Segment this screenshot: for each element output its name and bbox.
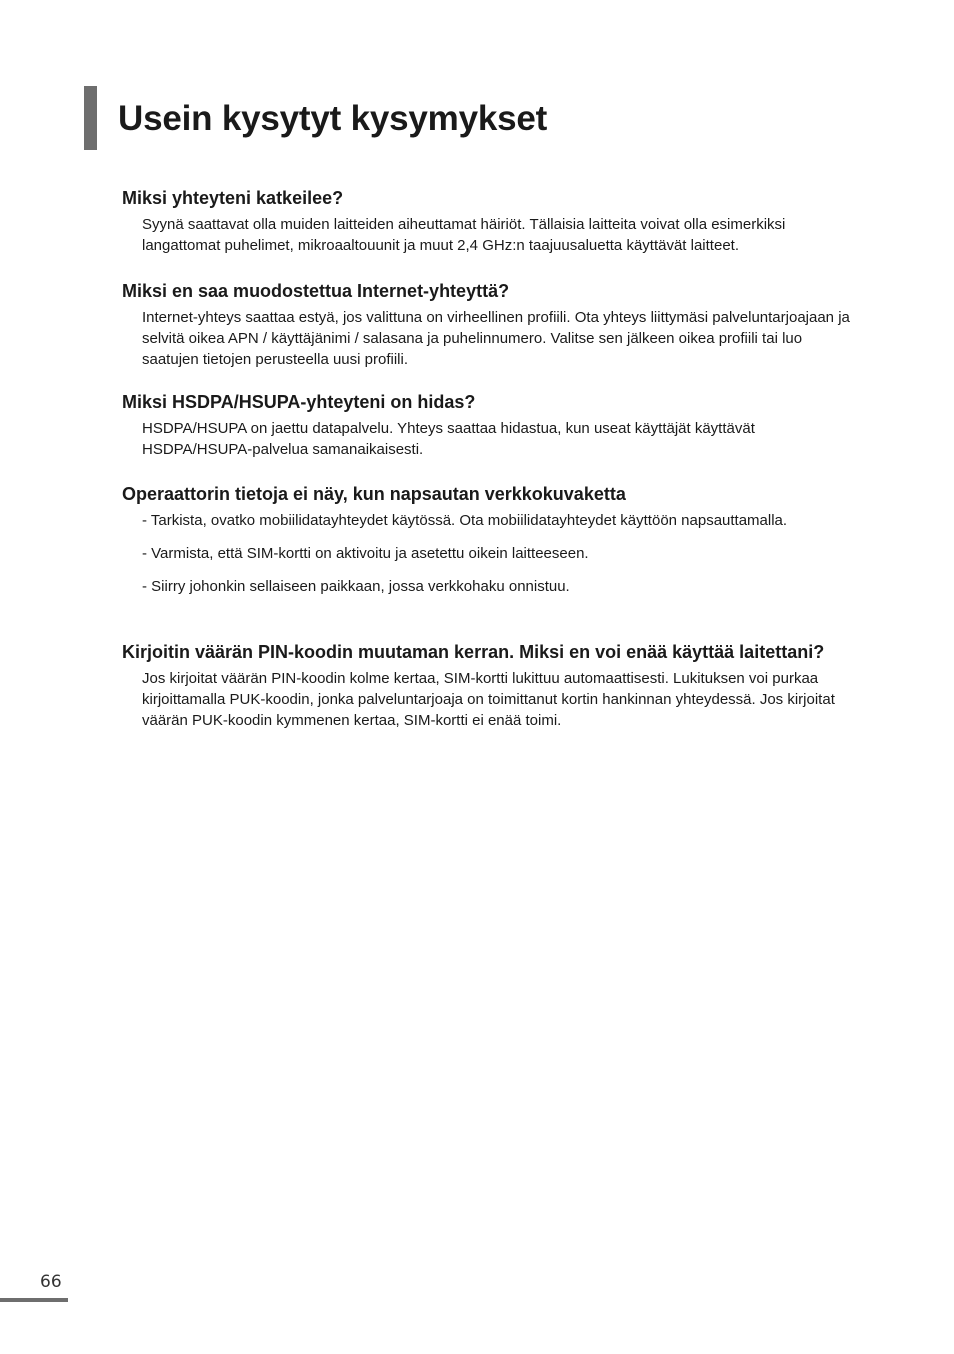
faq-step: - Tarkista, ovatko mobiilidatayhteydet käytössä. Ota mobiilidatayhteydet käyttöön napsauttamalla.: [142, 512, 788, 529]
page-title: Usein kysytyt kysymykset: [118, 99, 548, 138]
faq-item-internet-connection: [122, 280, 862, 370]
faq-answer: Syynä saattavat olla muiden laitteiden aiheuttamat häiriöt. Tällaisia laitteita voivat olla esimerkiksi langattomat puhelimet, mikroaaltouunit ja muut 2,4 GHz:n taajuusaluetta käyttävät laitteet.: [142, 216, 786, 254]
faq-item-wrong-pin: [122, 641, 862, 731]
faq-item-connection-drops: [122, 187, 862, 256]
faq-question: Miksi yhteyteni katkeilee?: [122, 188, 344, 208]
faq-item-slow-connection: [122, 391, 862, 460]
faq-answer: Jos kirjoitat väärän PIN-koodin kolme kertaa, SIM-kortti lukittuu automaattisesti. Lukituksen voi purkaa kirjoittamalla PUK-koodin, jonka palveluntarjoaja on toimittanut kortin hankinnan yhteydessä. Jos kirjoitat väärän PUK-koodin kymmenen kertaa, SIM-kortti ei enää toimi.: [142, 670, 835, 729]
faq-question: Miksi en saa muodostettua Internet-yhteyttä?: [122, 281, 510, 301]
title-accent-bar: [84, 86, 97, 150]
faq-question: Miksi HSDPA/HSUPA-yhteyteni on hidas?: [122, 392, 476, 412]
faq-step: - Siirry johonkin sellaiseen paikkaan, jossa verkkohaku onnistuu.: [142, 578, 570, 595]
faq-question: Operaattorin tietoja ei näy, kun napsautan verkkokuvaketta: [122, 484, 626, 504]
page-number: 66: [40, 1272, 62, 1292]
faq-steps-list: [142, 510, 862, 597]
faq-question: Kirjoitin väärän PIN-koodin muutaman kerran. Miksi en voi enää käyttää laitettani?: [122, 642, 825, 662]
faq-item-operator-info: [122, 483, 862, 609]
footer-accent-line: [0, 1298, 68, 1302]
faq-step: - Varmista, että SIM-kortti on aktivoitu ja asetettu oikein laitteeseen.: [142, 545, 589, 562]
faq-answer: Internet-yhteys saattaa estyä, jos valittuna on virheellinen profiili. Ota yhteys liittymäsi palveluntarjoajaan ja selvitä oikea APN / käyttäjänimi / salasana ja puhelinnumero. Valitse sen jälkeen oikea profiili tai luo saatujen tietojen perusteella uusi profiili.: [142, 309, 850, 368]
faq-answer: HSDPA/HSUPA on jaettu datapalvelu. Yhteys saattaa hidastua, kun useat käyttäjät käyttävät HSDPA/HSUPA-palvelua samanaikaisesti.: [142, 420, 755, 458]
